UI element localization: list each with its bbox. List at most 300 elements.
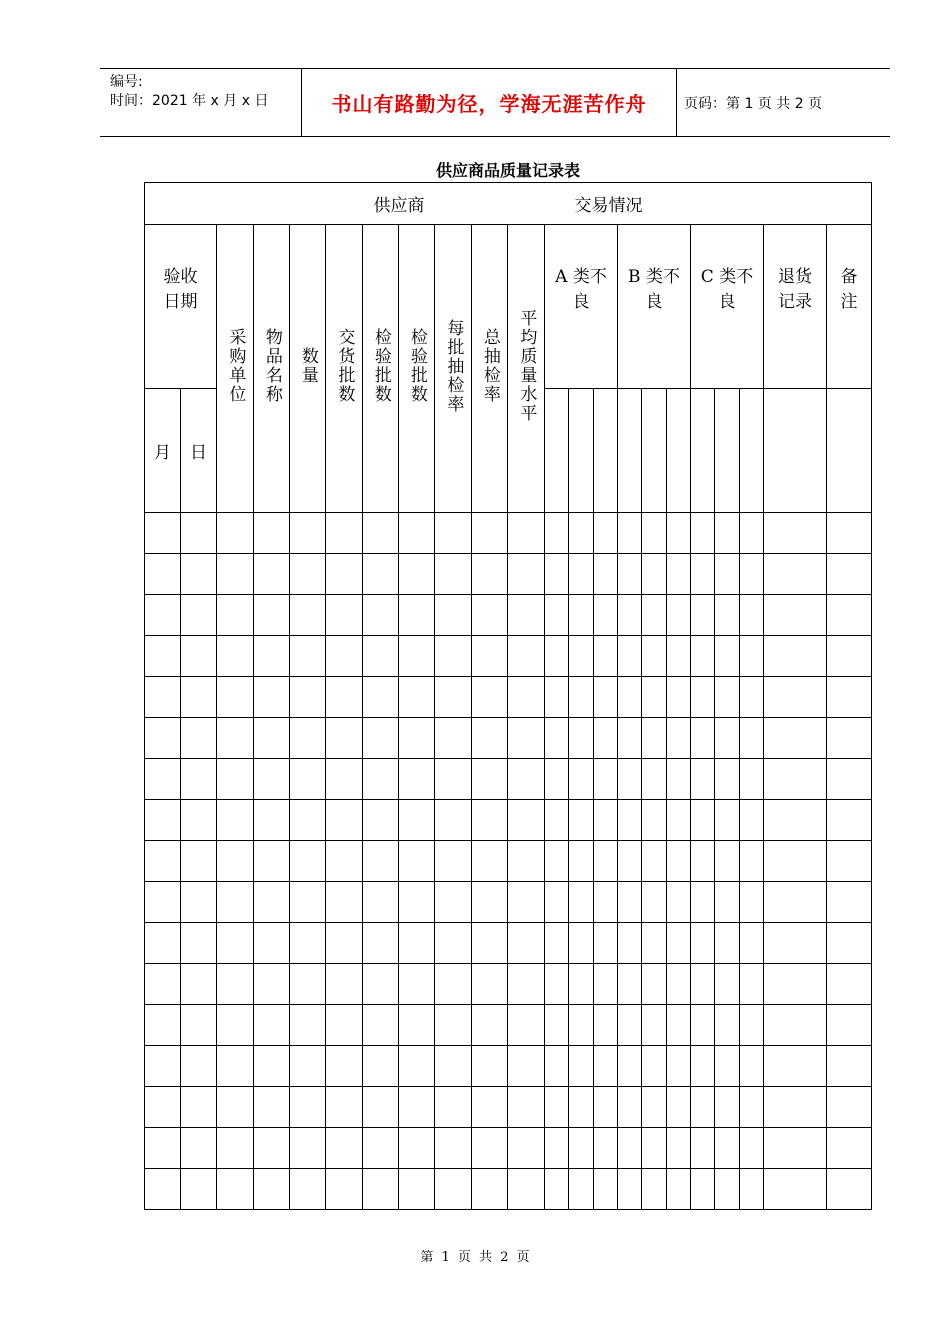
table-cell bbox=[508, 1169, 545, 1210]
table-cell bbox=[594, 923, 618, 964]
table-cell bbox=[145, 882, 181, 923]
table-cell bbox=[740, 677, 764, 718]
table-cell bbox=[545, 554, 569, 595]
table-cell bbox=[290, 841, 326, 882]
table-cell bbox=[569, 1128, 594, 1169]
table-cell bbox=[594, 554, 618, 595]
table-cell bbox=[642, 841, 667, 882]
quantity-label: 数量 bbox=[297, 347, 318, 385]
table-cell bbox=[508, 1005, 545, 1046]
class-a-defect-label: A 类不良 bbox=[555, 267, 607, 312]
table-cell bbox=[472, 759, 508, 800]
table-cell bbox=[715, 1087, 740, 1128]
table-cell bbox=[145, 964, 181, 1005]
table-cell bbox=[363, 800, 399, 841]
table-cell bbox=[618, 1128, 642, 1169]
table-cell bbox=[254, 513, 290, 554]
table-cell bbox=[145, 1046, 181, 1087]
col-item-name bbox=[254, 225, 290, 513]
table-cell bbox=[827, 1005, 872, 1046]
table-cell bbox=[594, 1005, 618, 1046]
table-cell bbox=[181, 513, 217, 554]
table-cell bbox=[435, 718, 472, 759]
table-cell bbox=[594, 1169, 618, 1210]
table-cell bbox=[326, 554, 363, 595]
table-cell bbox=[254, 595, 290, 636]
col-inspection-date bbox=[145, 225, 217, 389]
table-cell bbox=[569, 759, 594, 800]
table-cell bbox=[594, 841, 618, 882]
table-cell bbox=[435, 1128, 472, 1169]
table-cell bbox=[254, 718, 290, 759]
table-cell bbox=[363, 677, 399, 718]
table-cell bbox=[827, 554, 872, 595]
table-cell bbox=[399, 718, 435, 759]
table-cell bbox=[472, 554, 508, 595]
table-cell bbox=[545, 759, 569, 800]
table-cell bbox=[764, 1087, 827, 1128]
supplier-row bbox=[145, 183, 872, 225]
table-cell bbox=[545, 923, 569, 964]
motto: 书山有路勤为径，学海无涯苦作舟 bbox=[331, 92, 647, 116]
table-row bbox=[145, 1169, 872, 1210]
purchase-unit-label: 采购单位 bbox=[225, 328, 246, 404]
table-cell bbox=[435, 554, 472, 595]
table-cell bbox=[827, 677, 872, 718]
table-cell bbox=[740, 964, 764, 1005]
table-cell bbox=[740, 1128, 764, 1169]
table-cell bbox=[145, 595, 181, 636]
table-cell bbox=[326, 636, 363, 677]
col-avg-quality-level bbox=[508, 225, 545, 513]
table-cell bbox=[691, 882, 715, 923]
table-cell bbox=[569, 513, 594, 554]
table-cell bbox=[217, 923, 254, 964]
table-cell bbox=[435, 636, 472, 677]
table-cell bbox=[217, 800, 254, 841]
table-cell bbox=[290, 1128, 326, 1169]
table-cell bbox=[642, 923, 667, 964]
table-cell bbox=[715, 718, 740, 759]
table-cell bbox=[691, 1046, 715, 1087]
table-cell bbox=[145, 1005, 181, 1046]
table-cell bbox=[545, 964, 569, 1005]
table-cell bbox=[569, 1087, 594, 1128]
table-cell bbox=[181, 841, 217, 882]
table-cell bbox=[764, 882, 827, 923]
table-cell bbox=[764, 1046, 827, 1087]
col-quantity bbox=[290, 225, 326, 513]
table-cell bbox=[254, 1005, 290, 1046]
inspected-batches-label: 检验批数 bbox=[370, 328, 391, 404]
table-cell bbox=[217, 718, 254, 759]
subheader-empty-cell bbox=[594, 389, 618, 513]
table-cell bbox=[217, 636, 254, 677]
table-cell bbox=[827, 718, 872, 759]
subheader-empty-cell bbox=[740, 389, 764, 513]
table-cell bbox=[740, 595, 764, 636]
col-purchase-unit bbox=[217, 225, 254, 513]
table-cell bbox=[145, 841, 181, 882]
table-cell bbox=[715, 636, 740, 677]
table-cell bbox=[472, 636, 508, 677]
table-cell bbox=[472, 800, 508, 841]
table-cell bbox=[691, 677, 715, 718]
table-cell bbox=[764, 1128, 827, 1169]
table-cell bbox=[715, 677, 740, 718]
table-cell bbox=[691, 636, 715, 677]
table-cell bbox=[827, 923, 872, 964]
table-cell bbox=[217, 841, 254, 882]
table-cell bbox=[326, 841, 363, 882]
table-row bbox=[145, 800, 872, 841]
table-cell bbox=[827, 636, 872, 677]
table-cell bbox=[764, 800, 827, 841]
table-cell bbox=[740, 1087, 764, 1128]
table-cell bbox=[435, 1046, 472, 1087]
table-cell bbox=[642, 677, 667, 718]
table-cell bbox=[667, 1005, 691, 1046]
table-cell bbox=[618, 677, 642, 718]
table-cell bbox=[618, 841, 642, 882]
table-cell bbox=[642, 636, 667, 677]
col-month: 月 bbox=[145, 389, 181, 513]
table-cell bbox=[827, 759, 872, 800]
table-cell bbox=[399, 595, 435, 636]
table-cell bbox=[691, 964, 715, 1005]
table-cell bbox=[472, 1128, 508, 1169]
table-cell bbox=[618, 1169, 642, 1210]
table-cell bbox=[740, 513, 764, 554]
table-cell bbox=[764, 1169, 827, 1210]
table-cell bbox=[326, 759, 363, 800]
table-cell bbox=[618, 1087, 642, 1128]
table-cell bbox=[764, 718, 827, 759]
table-cell bbox=[715, 513, 740, 554]
table-cell bbox=[594, 759, 618, 800]
table-cell bbox=[217, 1046, 254, 1087]
table-cell bbox=[618, 759, 642, 800]
table-row bbox=[145, 1128, 872, 1169]
table-cell bbox=[326, 923, 363, 964]
table-cell bbox=[691, 923, 715, 964]
table-cell bbox=[435, 595, 472, 636]
table-cell bbox=[545, 636, 569, 677]
table-cell bbox=[545, 1169, 569, 1210]
table-cell bbox=[181, 1005, 217, 1046]
table-cell bbox=[254, 1169, 290, 1210]
table-cell bbox=[508, 1128, 545, 1169]
table-cell bbox=[363, 513, 399, 554]
table-cell bbox=[740, 882, 764, 923]
return-record-label: 退货记录 bbox=[778, 267, 812, 312]
table-cell bbox=[181, 595, 217, 636]
table-cell bbox=[217, 1128, 254, 1169]
table-row bbox=[145, 923, 872, 964]
table-cell bbox=[569, 677, 594, 718]
subheader-empty-cell bbox=[545, 389, 569, 513]
table-cell bbox=[217, 1087, 254, 1128]
table-cell bbox=[472, 718, 508, 759]
table-cell bbox=[642, 964, 667, 1005]
col-return-record bbox=[764, 225, 827, 389]
table-cell bbox=[618, 554, 642, 595]
table-cell bbox=[472, 841, 508, 882]
table-cell bbox=[326, 718, 363, 759]
table-cell bbox=[181, 636, 217, 677]
subheader-empty-cell bbox=[715, 389, 740, 513]
table-cell bbox=[326, 882, 363, 923]
table-cell bbox=[594, 513, 618, 554]
table-cell bbox=[764, 841, 827, 882]
table-cell bbox=[545, 595, 569, 636]
table-cell bbox=[764, 759, 827, 800]
table-cell bbox=[508, 923, 545, 964]
table-cell bbox=[363, 1087, 399, 1128]
table-cell bbox=[545, 1087, 569, 1128]
quality-record-table bbox=[144, 182, 872, 1210]
table-row bbox=[145, 1087, 872, 1128]
table-cell bbox=[667, 1046, 691, 1087]
table-cell bbox=[764, 923, 827, 964]
avg-quality-level-label: 平均质量水平 bbox=[516, 309, 537, 423]
col-class-b-defect bbox=[618, 225, 691, 389]
page-footer: 第 1 页 共 2 页 bbox=[420, 1250, 530, 1265]
table-cell bbox=[691, 595, 715, 636]
table-cell bbox=[508, 718, 545, 759]
table-cell bbox=[399, 882, 435, 923]
table-cell bbox=[508, 882, 545, 923]
table-cell bbox=[618, 1046, 642, 1087]
table-cell bbox=[254, 800, 290, 841]
table-cell bbox=[399, 923, 435, 964]
table-cell bbox=[715, 1046, 740, 1087]
table-cell bbox=[618, 636, 642, 677]
table-cell bbox=[740, 759, 764, 800]
table-cell bbox=[508, 513, 545, 554]
table-cell bbox=[764, 677, 827, 718]
table-cell bbox=[594, 1128, 618, 1169]
table-cell bbox=[545, 882, 569, 923]
table-cell bbox=[691, 800, 715, 841]
table-cell bbox=[508, 554, 545, 595]
table-cell bbox=[363, 882, 399, 923]
table-cell bbox=[827, 882, 872, 923]
table-cell bbox=[290, 923, 326, 964]
table-cell bbox=[508, 1046, 545, 1087]
table-cell bbox=[594, 800, 618, 841]
table-cell bbox=[827, 1169, 872, 1210]
table-cell bbox=[435, 841, 472, 882]
table-cell bbox=[594, 595, 618, 636]
table-cell bbox=[254, 882, 290, 923]
page-header bbox=[100, 68, 890, 137]
table-cell bbox=[642, 513, 667, 554]
table-cell bbox=[569, 841, 594, 882]
table-cell bbox=[363, 636, 399, 677]
table-cell bbox=[691, 1005, 715, 1046]
table-cell bbox=[181, 964, 217, 1005]
supplier-label: 供应商 bbox=[373, 196, 425, 216]
table-cell bbox=[715, 964, 740, 1005]
table-cell bbox=[667, 677, 691, 718]
table-cell bbox=[764, 1005, 827, 1046]
table-cell bbox=[508, 595, 545, 636]
table-cell bbox=[254, 1128, 290, 1169]
table-cell bbox=[145, 1169, 181, 1210]
table-cell bbox=[254, 841, 290, 882]
table-cell bbox=[363, 841, 399, 882]
table-cell bbox=[691, 513, 715, 554]
table-cell bbox=[618, 964, 642, 1005]
table-cell bbox=[290, 1005, 326, 1046]
class-c-defect-label: C 类不良 bbox=[700, 267, 754, 312]
table-cell bbox=[399, 964, 435, 1005]
table-cell bbox=[181, 1087, 217, 1128]
table-cell bbox=[740, 1005, 764, 1046]
table-cell bbox=[399, 1169, 435, 1210]
table-cell bbox=[642, 1005, 667, 1046]
table-cell bbox=[435, 759, 472, 800]
table-cell bbox=[326, 677, 363, 718]
table-cell bbox=[472, 677, 508, 718]
total-sample-rate-label: 总抽检率 bbox=[479, 328, 500, 404]
table-cell bbox=[254, 759, 290, 800]
table-cell bbox=[569, 554, 594, 595]
table-cell bbox=[618, 718, 642, 759]
header-meta bbox=[110, 73, 268, 111]
table-cell bbox=[290, 1087, 326, 1128]
table-cell bbox=[326, 1005, 363, 1046]
table-cell bbox=[569, 1169, 594, 1210]
table-cell bbox=[472, 513, 508, 554]
sample-rate-per-batch-label: 每批抽检率 bbox=[443, 318, 464, 414]
table-cell bbox=[740, 1169, 764, 1210]
table-cell bbox=[326, 964, 363, 1005]
col-inspection-batches bbox=[399, 225, 435, 513]
table-cell bbox=[618, 800, 642, 841]
col-remarks bbox=[827, 225, 872, 389]
table-cell bbox=[508, 841, 545, 882]
table-cell bbox=[691, 759, 715, 800]
table-cell bbox=[181, 677, 217, 718]
table-cell bbox=[290, 595, 326, 636]
table-cell bbox=[740, 800, 764, 841]
table-cell bbox=[545, 513, 569, 554]
number-label: 编号: bbox=[110, 74, 143, 90]
table-row bbox=[145, 882, 872, 923]
table-cell bbox=[715, 841, 740, 882]
table-cell bbox=[181, 759, 217, 800]
page-info: 页码：第 1 页 共 2 页 bbox=[684, 95, 823, 112]
table-cell bbox=[594, 677, 618, 718]
table-cell bbox=[181, 554, 217, 595]
table-cell bbox=[715, 1005, 740, 1046]
subheader-empty-cell bbox=[667, 389, 691, 513]
table-cell bbox=[569, 964, 594, 1005]
table-cell bbox=[740, 554, 764, 595]
table-cell bbox=[326, 513, 363, 554]
table-cell bbox=[508, 759, 545, 800]
table-cell bbox=[254, 554, 290, 595]
subheader-empty-cell bbox=[642, 389, 667, 513]
table-cell bbox=[569, 1046, 594, 1087]
table-cell bbox=[435, 964, 472, 1005]
table-cell bbox=[642, 1046, 667, 1087]
table-cell bbox=[363, 964, 399, 1005]
table-cell bbox=[740, 636, 764, 677]
table-cell bbox=[472, 1087, 508, 1128]
record-table-wrapper bbox=[144, 182, 872, 1210]
table-cell bbox=[764, 513, 827, 554]
table-cell bbox=[667, 595, 691, 636]
table-cell bbox=[545, 1128, 569, 1169]
table-cell bbox=[326, 800, 363, 841]
table-cell bbox=[326, 1046, 363, 1087]
supplier-header-cell bbox=[145, 183, 872, 225]
table-cell bbox=[715, 759, 740, 800]
table-cell bbox=[435, 923, 472, 964]
table-cell bbox=[642, 1128, 667, 1169]
table-cell bbox=[290, 677, 326, 718]
table-cell bbox=[290, 554, 326, 595]
table-cell bbox=[290, 718, 326, 759]
table-cell bbox=[569, 923, 594, 964]
table-cell bbox=[326, 595, 363, 636]
col-total-sample-rate bbox=[472, 225, 508, 513]
table-cell bbox=[667, 759, 691, 800]
table-cell bbox=[326, 1169, 363, 1210]
table-cell bbox=[363, 1005, 399, 1046]
table-cell bbox=[642, 554, 667, 595]
table-cell bbox=[545, 718, 569, 759]
table-cell bbox=[435, 882, 472, 923]
table-cell bbox=[145, 636, 181, 677]
table-cell bbox=[827, 800, 872, 841]
table-cell bbox=[145, 1087, 181, 1128]
table-cell bbox=[399, 1087, 435, 1128]
table-cell bbox=[569, 882, 594, 923]
table-cell bbox=[569, 1005, 594, 1046]
table-cell bbox=[435, 513, 472, 554]
table-cell bbox=[435, 677, 472, 718]
table-cell bbox=[764, 554, 827, 595]
table-row bbox=[145, 759, 872, 800]
table-cell bbox=[691, 1169, 715, 1210]
table-cell bbox=[569, 595, 594, 636]
table-cell bbox=[508, 636, 545, 677]
record-body bbox=[145, 513, 872, 1210]
table-cell bbox=[217, 882, 254, 923]
table-cell bbox=[827, 513, 872, 554]
table-cell bbox=[618, 513, 642, 554]
table-cell bbox=[827, 1128, 872, 1169]
document-title: 供应商品质量记录表 bbox=[435, 161, 580, 180]
table-cell bbox=[217, 1005, 254, 1046]
table-cell bbox=[508, 800, 545, 841]
col-delivery-batches bbox=[326, 225, 363, 513]
table-cell bbox=[642, 1087, 667, 1128]
table-cell bbox=[326, 1128, 363, 1169]
table-cell bbox=[363, 1169, 399, 1210]
table-cell bbox=[740, 923, 764, 964]
table-cell bbox=[764, 595, 827, 636]
table-cell bbox=[290, 636, 326, 677]
table-cell bbox=[472, 1005, 508, 1046]
table-cell bbox=[254, 964, 290, 1005]
table-cell bbox=[545, 841, 569, 882]
table-cell bbox=[181, 882, 217, 923]
